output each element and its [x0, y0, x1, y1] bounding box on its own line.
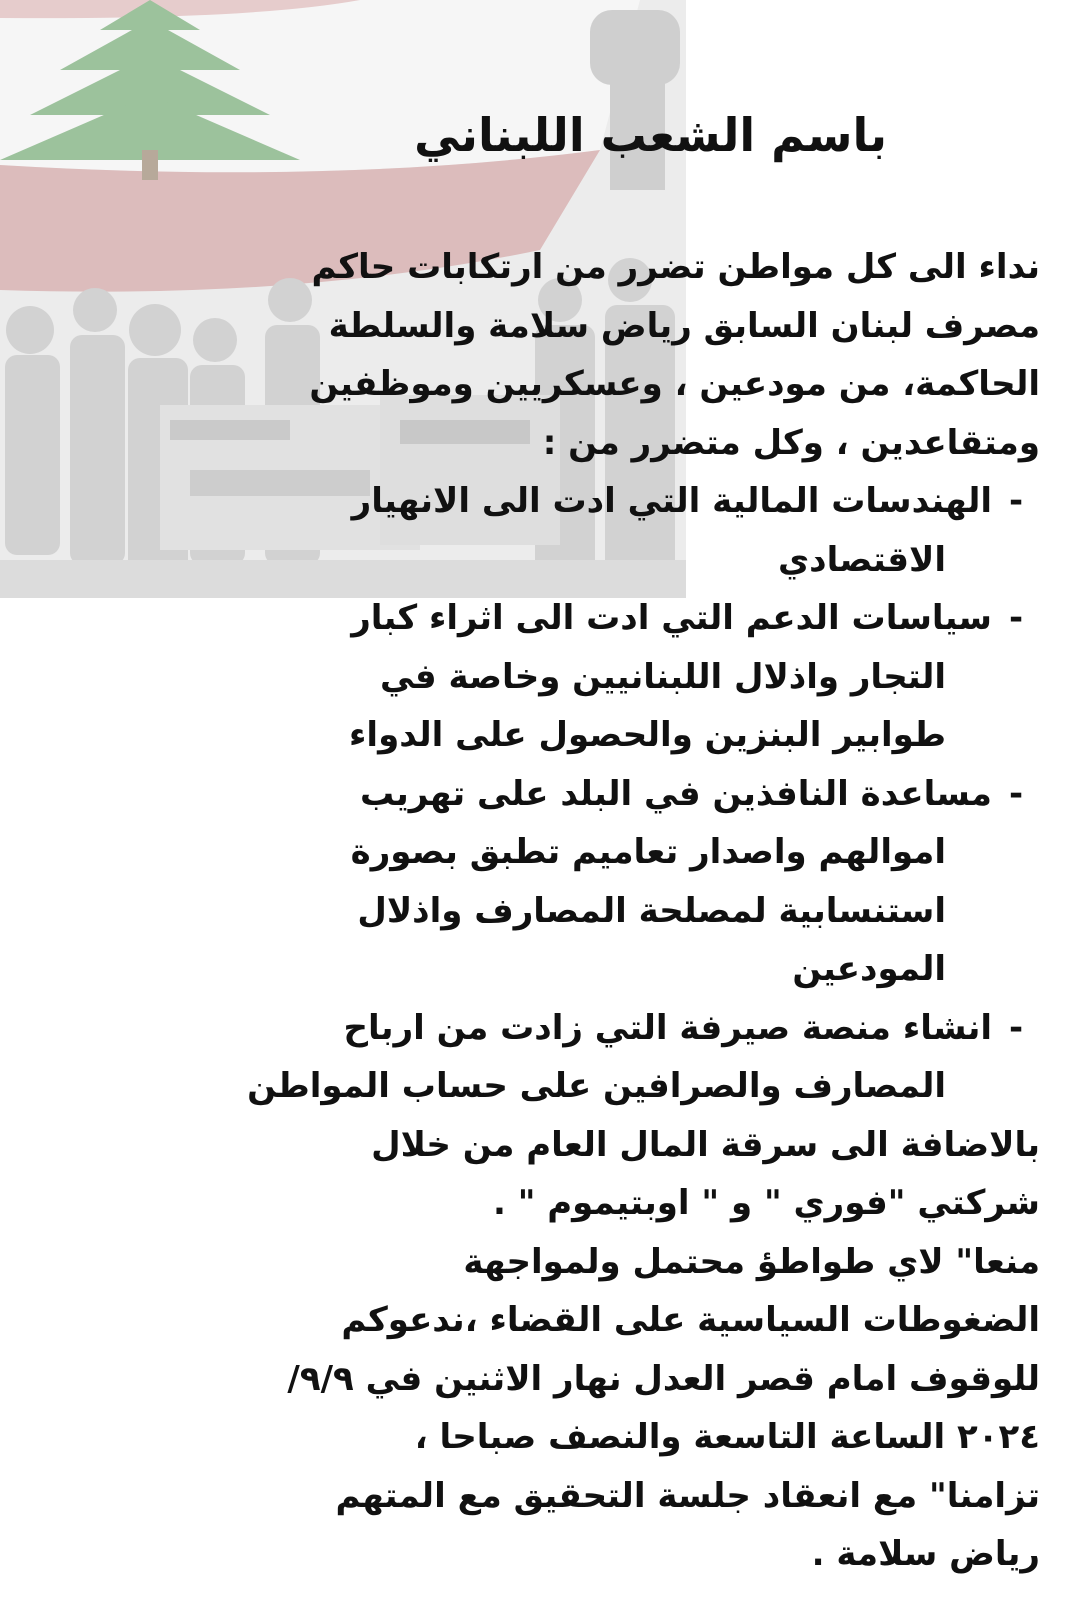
closing-line: ٢٠٢٤ الساعة التاسعة والنصف صباحا ،	[414, 1417, 1040, 1457]
bullet-dash: -	[1008, 481, 1024, 521]
bullet-continuation: المصارف والصرافين على حساب المواطن	[247, 1066, 946, 1106]
intro-line: نداء الى كل مواطن تضرر من ارتكابات حاكم	[311, 247, 1040, 287]
bullet-continuation: طوابير البنزين والحصول على الدواء	[349, 715, 946, 755]
closing-line: منعا" لاي طواطؤ محتمل ولمواجهة	[463, 1241, 1040, 1282]
grievance-item	[140, 589, 1040, 765]
page-title: باسم الشعب اللبناني	[414, 108, 887, 162]
bullet-text: مساعدة النافذين في البلد على تهريب	[360, 773, 992, 814]
bullet-continuation: استنسابية لمصلحة المصارف واذلال	[357, 890, 946, 931]
bullet-text: سياسات الدعم التي ادت الى اثراء كبار	[351, 598, 992, 638]
closing-line: الضغوطات السياسية على القضاء ،ندعوكم	[341, 1300, 1040, 1340]
closing-line: تزامنا" مع انعقاد جلسة التحقيق مع المتهم	[335, 1475, 1040, 1516]
intro-line: ومتقاعدين ، وكل متضرر من :	[542, 422, 1040, 463]
closing-line: شركتي "فوري " و " اوبتيموم " .	[492, 1183, 1040, 1223]
closing-line: رياض سلامة .	[811, 1534, 1040, 1574]
bullet-text: الهندسات المالية التي ادت الى الانهيار	[351, 481, 992, 521]
grievance-list	[140, 472, 1040, 1116]
intro-line: مصرف لبنان السابق رياض سلامة والسلطة	[328, 305, 1040, 346]
grievance-item	[140, 472, 1040, 589]
intro-line: الحاكمة، من مودعين ، وعسكريين وموظفين	[309, 364, 1040, 404]
grievance-item	[140, 765, 1040, 999]
closing-line: للوقوف امام قصر العدل نهار الاثنين في ٩/٩/	[287, 1358, 1040, 1399]
bullet-continuation: التجار واذلال اللبنانيين وخاصة في	[379, 656, 946, 697]
bullet-continuation: اموالهم واصدار تعاميم تطبق بصورة	[350, 832, 946, 872]
bullet-continuation: المودعين	[792, 949, 946, 989]
bullet-dash: -	[1008, 1007, 1024, 1048]
closing-line: بالاضافة الى سرقة المال العام من خلال	[371, 1124, 1040, 1165]
grievance-item	[140, 999, 1040, 1116]
bullet-dash: -	[1008, 773, 1024, 814]
bullet-dash: -	[1008, 598, 1024, 638]
bullet-continuation: الاقتصادي	[778, 539, 946, 580]
announcement-body	[140, 238, 1040, 1584]
bullet-text: انشاء منصة صيرفة التي زادت من ارباح	[343, 1007, 992, 1048]
